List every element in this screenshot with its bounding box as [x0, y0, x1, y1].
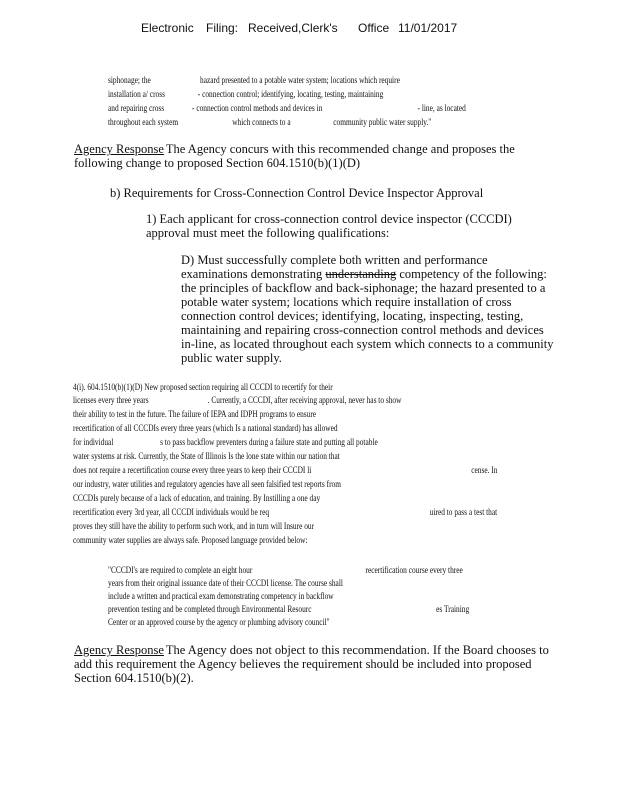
- comment-text: water systems at risk. Currently, the State of Illinois Is the lone state within our nation that: [73, 451, 340, 461]
- comment-line: [73, 506, 497, 518]
- header-office: Office: [358, 21, 390, 35]
- proposed-text: prevention testing and be completed through Environmental Resourc: [108, 604, 312, 614]
- comment-line: [73, 464, 497, 476]
- proposed-text: include a written and practical exam demonstrating competency in backflow: [108, 591, 334, 601]
- quote-text: - connection control methods and devices in: [192, 103, 323, 113]
- quote-line: [108, 74, 400, 86]
- comment-text: cense. In: [471, 465, 498, 475]
- section-d-text: competency of the following:: [396, 267, 547, 281]
- comment-line: [73, 520, 314, 532]
- deleted-text: understanding: [325, 267, 397, 281]
- section-d-line: connection control devices; identifying, locating, inspecting, testing,: [181, 309, 524, 323]
- quote-line: [108, 102, 466, 114]
- response-text: add this requirement the Agency believes the requirement should be included into proposed: [74, 657, 532, 671]
- agency-response-label: Agency Response: [74, 142, 164, 156]
- comment-text: CCCDIs purely because of a lack of education, and training. By Instilling a one day: [73, 493, 321, 503]
- quote-text: which connects to a: [232, 117, 291, 127]
- header-electronic: Electronic: [141, 21, 194, 35]
- section-d-line: D) Must successfully complete both written and performance: [181, 253, 488, 267]
- section-d-line: [181, 267, 547, 281]
- section-d-line: potable water system; locations which require installation of cross: [181, 295, 512, 309]
- proposed-text: recertification course every three: [365, 565, 463, 575]
- comment-line: [73, 422, 338, 434]
- quote-text: siphonage; the: [108, 75, 151, 85]
- agency-response-label: Agency Response: [74, 643, 164, 657]
- section-d-line: in-line, as located throughout each system which connects to a community: [181, 337, 554, 351]
- proposed-text: Center or an approved course by the agency or plumbing advisory council": [108, 617, 330, 627]
- quote-text: throughout each system: [108, 117, 179, 127]
- quote-text: - line, as located: [417, 103, 466, 113]
- comment-text: uired to pass a test that: [429, 507, 498, 517]
- comment-text: for individual: [73, 437, 114, 447]
- section-1-line: approval must meet the following qualifications:: [146, 226, 390, 240]
- quote-text: and repairing cross: [108, 103, 165, 113]
- quote-text: - connection control; identifying, locating, testing, maintaining: [197, 89, 384, 99]
- section-d-line: public water supply.: [181, 351, 282, 365]
- quote-text: community public water supply.": [333, 117, 432, 127]
- proposed-line: [108, 577, 343, 589]
- proposed-line: [108, 564, 463, 576]
- proposed-text: years from their original issuance date of their CCCDI license. The course shall: [108, 578, 343, 588]
- comment-line: [73, 381, 333, 393]
- section-d-text: examinations demonstrating: [181, 267, 326, 281]
- comment-line: [73, 408, 316, 420]
- proposed-text: es Training: [436, 604, 470, 614]
- comment-text: does not require a recertification course every three years to keep their CCCDI li: [73, 465, 312, 475]
- response-text: following change to proposed Section 604.1510(b)(1)(D): [74, 156, 361, 170]
- section-d-line: the principles of backflow and back-siphonage; the hazard presented to a: [181, 281, 546, 295]
- response-text: Section 604.1510(b)(2).: [74, 671, 194, 685]
- response-text: The Agency does not object to this recommendation. If the Board chooses to: [165, 643, 549, 657]
- comment-text: their ability to test in the future. The failure of IEPA and IDPH programs to ensure: [73, 409, 317, 419]
- comment-text: s to pass backflow preventers during a failure state and putting all potable: [160, 437, 378, 447]
- comment-line: [73, 450, 340, 462]
- proposed-line: [108, 603, 469, 615]
- comment-text: our industry, water utilities and regulatory agencies have all seen falsified test reports from: [73, 479, 341, 489]
- comment-line: [73, 478, 341, 490]
- header-date: 11/01/2017: [398, 21, 458, 35]
- comment-text: . Currently, a CCCDI, after receiving approval, never has to show: [207, 395, 402, 405]
- comment-text: community water supplies are always safe. Proposed language provided below:: [73, 535, 308, 545]
- comment-line: [73, 436, 378, 448]
- comment-text: proves they still have the ability to perform such work, and in turn will Insure our: [73, 521, 315, 531]
- section-b-heading: b) Requirements for Cross-Connection Control Device Inspector Approval: [110, 186, 484, 200]
- header-received: Received,Clerk's: [248, 21, 338, 35]
- comment-line: [73, 534, 307, 546]
- comment-text: recertification every 3rd year, all CCCDI individuals would be req: [73, 507, 270, 517]
- header-filing: Filing:: [206, 21, 239, 35]
- proposed-line: [108, 590, 334, 602]
- comment-line: [73, 394, 401, 406]
- section-d-line: maintaining and repairing cross-connection control methods and devices: [181, 323, 544, 337]
- quote-line: [108, 116, 431, 128]
- proposed-text: "CCCDI's are required to complete an eight hour: [108, 565, 253, 575]
- proposed-line: [108, 616, 330, 628]
- quote-line: [108, 88, 383, 100]
- comment-line: [73, 492, 320, 504]
- comment-text: licenses every three years: [73, 395, 149, 405]
- quote-text: installation a/ cross: [108, 89, 165, 99]
- response-text: The Agency concurs with this recommended change and proposes the: [165, 142, 515, 156]
- comment-text: recertification of all CCCDIs every three years (which Is a national standard) has allowed: [73, 423, 338, 433]
- section-1-line: 1) Each applicant for cross-connection control device inspector (CCCDI): [146, 212, 512, 226]
- response-line: [74, 142, 515, 156]
- response-line: [74, 643, 549, 657]
- comment-text: 4(i). 604.1510(b)(1)(D) New proposed section requiring all CCCDI to recertify for their: [73, 382, 333, 392]
- quote-text: hazard presented to a potable water system; locations which require: [200, 75, 400, 85]
